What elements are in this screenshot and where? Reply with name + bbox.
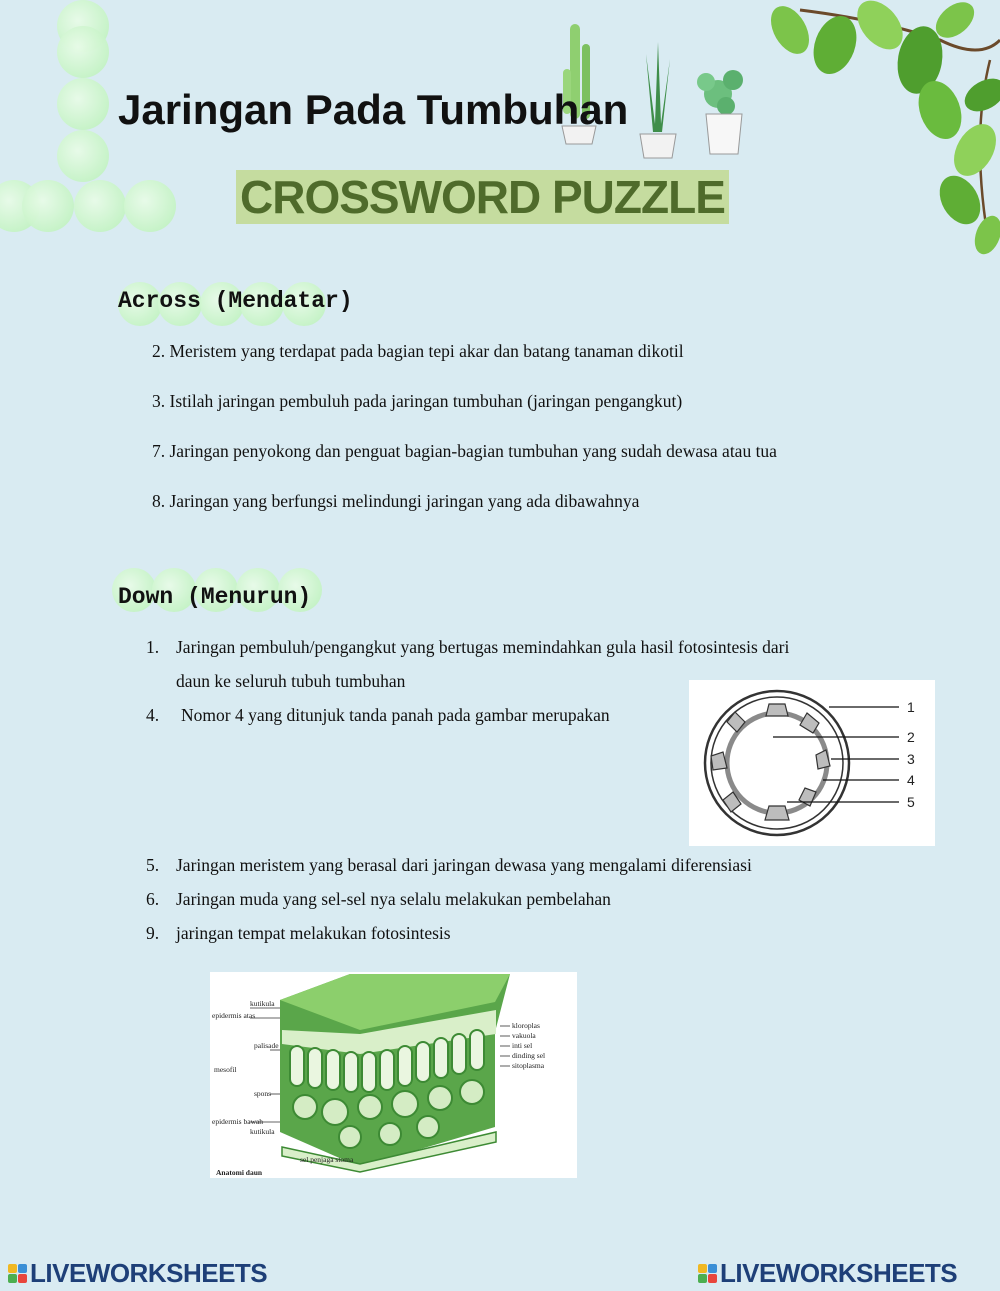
stem-label: 5 — [907, 794, 915, 810]
deco-circle — [74, 180, 126, 232]
deco-circle — [57, 78, 109, 130]
deco-circle — [57, 130, 109, 182]
leaf-label: vakuola — [512, 1031, 536, 1040]
leaf-branch-illustration — [760, 0, 1000, 255]
liveworksheets-logo-text: LIVEWORKSHEETS — [720, 1257, 958, 1288]
down-clue-continuation: daun ke seluruh tubuh tumbuhan — [176, 671, 406, 691]
down-clue-number: 1. — [146, 637, 160, 657]
liveworksheets-logo[interactable] — [8, 1258, 267, 1288]
figure-caption: Anatomi daun — [216, 1168, 263, 1177]
leaf-label: spons — [254, 1089, 272, 1098]
leaf-label: sitoplasma — [512, 1061, 545, 1070]
leaf-label: kutikula — [250, 1127, 275, 1136]
down-clue-number: 9. — [146, 923, 160, 943]
deco-circle — [57, 26, 109, 78]
down-heading: Down (Menurun) — [118, 584, 312, 610]
across-heading: Across (Mendatar) — [118, 288, 353, 314]
crossword-subtitle: CROSSWORD PUZZLE — [236, 170, 729, 224]
page-title: Jaringan Pada Tumbuhan — [118, 86, 629, 133]
down-clue: jaringan tempat melakukan fotosintesis — [176, 923, 451, 943]
down-clue-number: 5. — [146, 855, 160, 875]
stem-label: 2 — [907, 729, 915, 745]
down-clue: Nomor 4 yang ditunjuk tanda panah pada gambar merupakan — [181, 705, 610, 725]
deco-circle — [22, 180, 74, 232]
leaf-label: kutikula — [250, 999, 275, 1008]
stem-label: 4 — [907, 772, 915, 788]
leaf-label: inti sel — [512, 1041, 533, 1050]
across-clue: 8. Jaringan yang berfungsi melindungi jaringan yang ada dibawahnya — [152, 491, 640, 511]
across-clue: 3. Istilah jaringan pembuluh pada jaringan tumbuhan (jaringan pengangkut) — [152, 391, 683, 411]
stem-label: 3 — [907, 751, 915, 767]
leaf-label: kloroplas — [512, 1021, 540, 1030]
leaf-label: dinding sel — [512, 1051, 546, 1060]
deco-circle — [124, 180, 176, 232]
leaf-label: sel penjaga stoma — [300, 1155, 354, 1164]
stem-cross-section-figure — [689, 680, 935, 846]
liveworksheets-logo[interactable] — [698, 1258, 957, 1288]
liveworksheets-mark-icon — [8, 1264, 27, 1283]
across-clue: 7. Jaringan penyokong dan penguat bagian-bagian tumbuhan yang sudah dewasa atau tua — [152, 441, 777, 461]
leaf-label: epidermis atas — [212, 1011, 256, 1020]
leaf-label: epidermis bawah — [212, 1117, 264, 1126]
down-clue: Jaringan pembuluh/pengangkut yang bertugas memindahkan gula hasil fotosintesis dari — [176, 637, 790, 657]
down-clue-number: 6. — [146, 889, 160, 909]
stem-label: 1 — [907, 699, 915, 715]
liveworksheets-logo-text: LIVEWORKSHEETS — [30, 1257, 268, 1288]
down-clue-number: 4. — [146, 705, 160, 725]
leaf-anatomy-figure — [210, 972, 577, 1178]
down-clue: Jaringan muda yang sel-sel nya selalu melakukan pembelahan — [176, 889, 611, 909]
leaf-label: mesofil — [214, 1065, 237, 1074]
down-clue: Jaringan meristem yang berasal dari jaringan dewasa yang mengalami diferensiasi — [176, 855, 752, 875]
leaf-label: palisade — [254, 1041, 279, 1050]
across-clue: 2. Meristem yang terdapat pada bagian tepi akar dan batang tanaman dikotil — [152, 341, 684, 361]
liveworksheets-mark-icon — [698, 1264, 717, 1283]
